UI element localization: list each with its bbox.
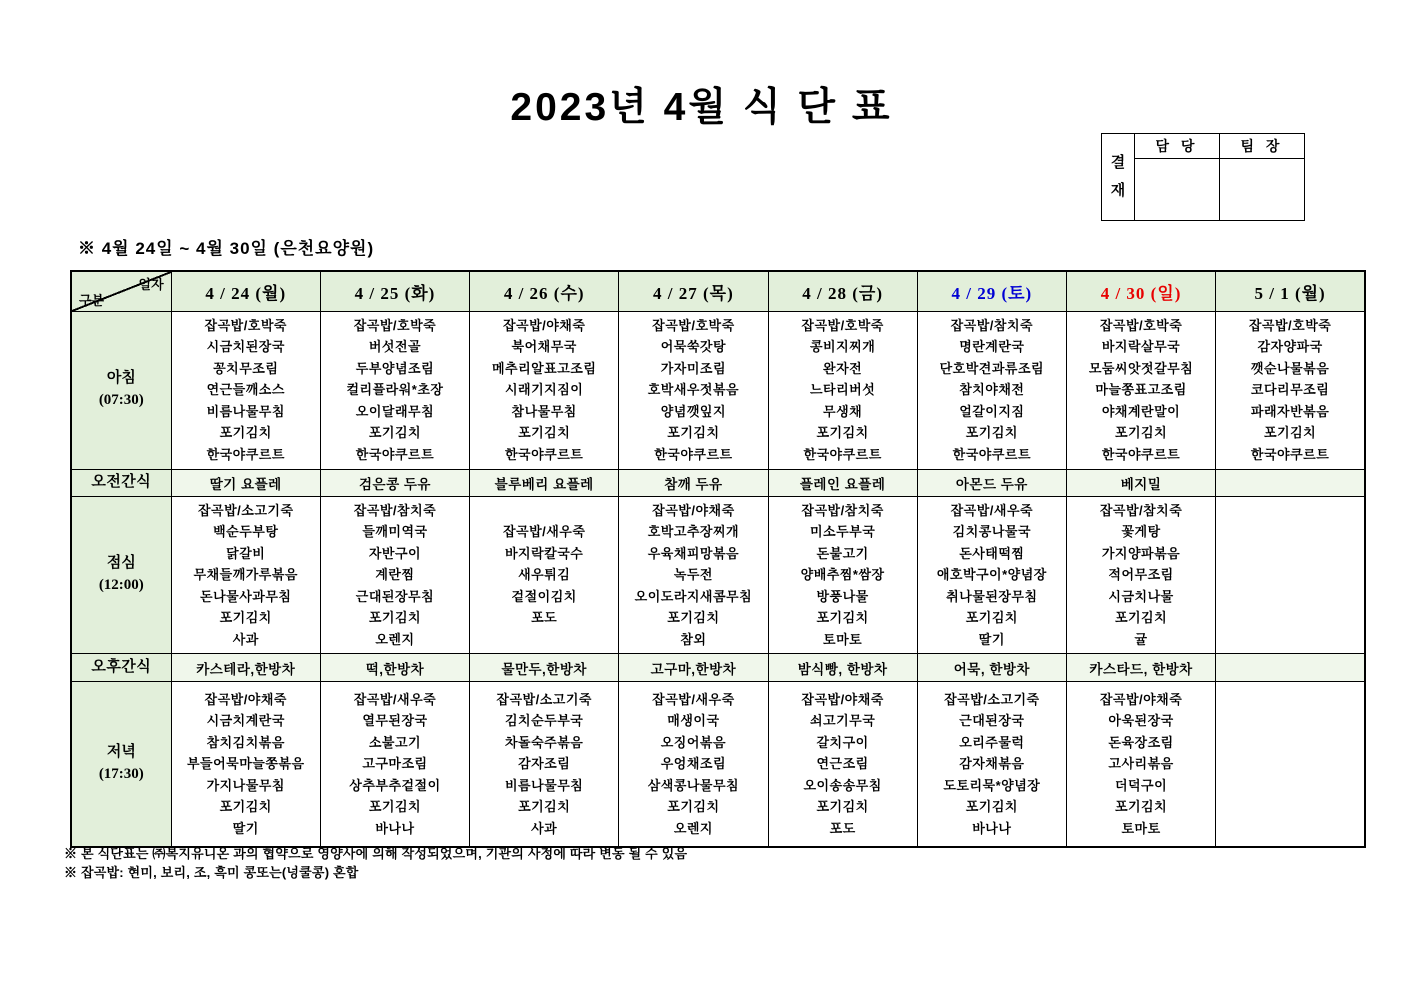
- meal-cell: [320, 496, 469, 654]
- menu-item: 포기김치: [219, 425, 272, 441]
- menu-item: 시금치나물: [1108, 588, 1174, 604]
- menu-item: 한국야쿠르트: [1250, 446, 1330, 462]
- menu-item: 완자전: [823, 360, 863, 376]
- menu-item: 참치김치볶음: [206, 734, 285, 750]
- menu-item: 모둠씨앗젓갈무침: [1088, 360, 1194, 376]
- menu-item: 근대된장국: [959, 713, 1025, 728]
- meal-cell: [619, 496, 768, 654]
- menu-item: 시금치된장국: [206, 339, 285, 355]
- menu-item: 포기김치: [667, 799, 720, 814]
- menu-item: 포기김치: [219, 610, 272, 625]
- menu-item: 사과: [531, 820, 558, 836]
- menu-item: 포도: [829, 820, 856, 836]
- menu-row-저녁: [71, 682, 1365, 847]
- meal-cell: [1066, 496, 1215, 654]
- meal-cell: [917, 496, 1066, 654]
- meal-cell: [1216, 496, 1365, 654]
- meal-cell: [171, 496, 320, 654]
- menu-item: 잡곡밥/호박죽: [1248, 317, 1332, 333]
- menu-item: 차돌숙주볶음: [505, 734, 584, 750]
- menu-item: 코다리무조림: [1250, 382, 1330, 398]
- snack-cell: [1216, 654, 1365, 682]
- menu-item: 방풍나물: [816, 588, 869, 604]
- menu-item: 토마토: [823, 631, 863, 647]
- menu-item: 고구마조림: [362, 756, 428, 771]
- menu-item: 포도: [531, 610, 558, 625]
- date-header-3: 4 / 27 (목): [619, 271, 768, 311]
- menu-item: 포기김치: [1114, 799, 1168, 814]
- menu-item: 소불고기: [368, 734, 422, 750]
- menu-item: 포기김치: [816, 610, 869, 625]
- menu-item: 돈육장조림: [1108, 734, 1174, 750]
- meal-cell: [470, 682, 619, 847]
- menu-item: 잡곡밥/야채죽: [652, 502, 735, 518]
- menu-item: 사과: [232, 631, 259, 647]
- menu-item: 감자채볶음: [959, 756, 1025, 771]
- menu-item: 북어채무국: [511, 339, 577, 355]
- menu-item: 한국야쿠르트: [355, 446, 435, 462]
- menu-item: 바지락칼국수: [505, 545, 584, 561]
- menu-row-아침: [71, 311, 1365, 469]
- menu-item: 두부양념조림: [355, 360, 435, 376]
- menu-item: 귤: [1134, 631, 1148, 647]
- menu-item: 양배추찜*쌈장: [800, 567, 885, 582]
- menu-item: 파래자반볶음: [1250, 403, 1330, 419]
- menu-item: 백순두부탕: [213, 524, 279, 539]
- snack-cell: 카스타드, 한방차: [1066, 654, 1215, 682]
- menu-item: 부들어묵마늘쫑볶음: [186, 756, 305, 771]
- meal-cell: [171, 682, 320, 847]
- date-header-0: 4 / 24 (월): [171, 271, 320, 311]
- menu-item: 시금치계란국: [206, 713, 285, 728]
- menu-row-오전간식: [71, 469, 1365, 496]
- approval-col-damdang: 담 당: [1135, 134, 1220, 159]
- menu-item: 돈사태떡찜: [959, 545, 1025, 561]
- approval-col-timjang: 팀 장: [1220, 134, 1305, 159]
- row-label: 점심 (12:00): [71, 496, 171, 654]
- menu-item: 오징어볶음: [660, 734, 727, 750]
- menu-item: 메추리알표고조림: [491, 360, 597, 376]
- menu-item: 참치야채전: [959, 382, 1025, 398]
- menu-item: 바나나: [375, 820, 415, 836]
- snack-cell: [1216, 469, 1365, 496]
- menu-item: 가지나물무침: [206, 777, 285, 793]
- corner-cell: [71, 271, 171, 311]
- menu-item: 잡곡밥/참치죽: [353, 502, 437, 518]
- snack-cell: 물만두,한방차: [470, 654, 619, 682]
- snack-cell: 어묵, 한방차: [917, 654, 1066, 682]
- menu-item: 잡곡밥/호박죽: [204, 317, 287, 333]
- menu-item: 잡곡밥/소고기죽: [496, 691, 592, 707]
- menu-item: 딸기: [978, 631, 1005, 647]
- menu-item: 잡곡밥/호박죽: [1099, 317, 1183, 333]
- meal-cell: [619, 311, 768, 469]
- menu-item: 잡곡밥/새우죽: [950, 502, 1034, 518]
- menu-item: 호박새우젓볶음: [647, 382, 740, 398]
- menu-item: 잡곡밥/참치죽: [801, 502, 884, 518]
- menu-item: 바나나: [972, 820, 1012, 836]
- page-title: 2023년 4월 식 단 표: [510, 86, 893, 129]
- menu-item: 무생채: [823, 403, 863, 419]
- menu-item: 미소두부국: [809, 524, 876, 539]
- menu-item: 느타리버섯: [809, 382, 876, 398]
- menu-item: 한국야쿠르트: [1101, 446, 1181, 462]
- snack-cell: 밤식빵, 한방차: [768, 654, 917, 682]
- menu-item: 포기김치: [965, 799, 1018, 814]
- menu-item: 포기김치: [965, 610, 1018, 625]
- meal-cell: [320, 682, 469, 847]
- row-label: 오후간식: [71, 654, 171, 682]
- menu-item: 가지양파볶음: [1101, 545, 1181, 561]
- menu-item: 취나물된장무침: [946, 588, 1038, 604]
- menu-item: 버섯전골: [368, 339, 422, 355]
- meal-cell: [768, 496, 917, 654]
- menu-item: 포기김치: [1263, 425, 1317, 441]
- menu-item: 김치콩나물국: [952, 524, 1032, 539]
- footnotes: [64, 845, 687, 883]
- menu-item: 포기김치: [1114, 425, 1168, 441]
- meal-cell: [1216, 682, 1365, 847]
- row-label: 저녁 (17:30): [71, 682, 171, 847]
- menu-item: 매생이국: [667, 713, 720, 728]
- menu-item: 꽃게탕: [1121, 524, 1161, 539]
- menu-item: 잡곡밥/야채죽: [801, 691, 884, 707]
- menu-item: 아욱된장국: [1108, 713, 1174, 728]
- menu-item: 잡곡밥/소고기죽: [197, 502, 294, 518]
- menu-item: 꽁치무조림: [213, 360, 279, 376]
- row-label: 아침 (07:30): [71, 311, 171, 469]
- meal-cell: [1216, 311, 1365, 469]
- menu-item: 포기김치: [667, 610, 720, 625]
- menu-item: 잡곡밥/새우죽: [353, 691, 437, 707]
- menu-item: 오렌지: [673, 820, 713, 836]
- menu-item: 비름나물무침: [505, 777, 584, 793]
- menu-item: 돈나물사과무침: [200, 588, 292, 604]
- menu-item: 더덕구이: [1114, 777, 1168, 793]
- meal-cell: [470, 496, 619, 654]
- menu-item: 한국야쿠르트: [654, 446, 733, 462]
- corner-label-date: 일자: [138, 277, 164, 292]
- snack-cell: 고구마,한방차: [619, 654, 768, 682]
- date-header-5: 4 / 29 (토): [917, 271, 1066, 311]
- menu-item: 잡곡밥/야채죽: [1099, 691, 1183, 707]
- menu-item: 잡곡밥/소고기죽: [944, 691, 1040, 707]
- menu-item: 계란찜: [375, 567, 415, 582]
- snack-cell: 베지밀: [1066, 469, 1215, 496]
- snack-cell: 검은콩 두유: [320, 469, 469, 496]
- menu-item: 우엉채조림: [660, 756, 727, 771]
- menu-item: 포기김치: [518, 425, 571, 441]
- menu-item: 포기김치: [667, 425, 720, 441]
- menu-item: 가자미조림: [660, 360, 727, 376]
- menu-row-오후간식: [71, 654, 1365, 682]
- menu-item: 연근들깨소스: [206, 382, 285, 398]
- menu-item: 포기김치: [1114, 610, 1168, 625]
- menu-item: 감자양파국: [1257, 339, 1323, 355]
- menu-item: 잡곡밥/참치죽: [1099, 502, 1183, 518]
- snack-cell: 딸기 요플레: [171, 469, 320, 496]
- menu-item: 오리주물럭: [959, 734, 1025, 750]
- menu-item: 삼색콩나물무침: [647, 777, 740, 793]
- meal-cell: [917, 311, 1066, 469]
- snack-cell: 참깨 두유: [619, 469, 768, 496]
- menu-item: 돈불고기: [816, 545, 869, 561]
- period-subtitle: ※ 4월 24일 ~ 4월 30일 (은천요양원): [78, 239, 375, 258]
- menu-item: 녹두전: [673, 567, 713, 582]
- approval-signature-cell: [1135, 159, 1220, 221]
- menu-item: 닭갈비: [226, 545, 266, 561]
- snack-cell: 플레인 요플레: [768, 469, 917, 496]
- menu-table: [70, 270, 1366, 848]
- menu-item: 바지락살무국: [1101, 339, 1181, 355]
- menu-item: 연근조림: [816, 756, 869, 771]
- menu-item: 자반구이: [368, 545, 422, 561]
- menu-item: 잡곡밥/참치죽: [950, 317, 1034, 333]
- menu-item: 들깨미역국: [362, 524, 428, 539]
- menu-item: 야채계란말이: [1101, 403, 1181, 419]
- menu-item: 잡곡밥/호박죽: [353, 317, 437, 333]
- meal-cell: [470, 311, 619, 469]
- date-header-row: [71, 271, 1365, 311]
- meal-cell: [768, 682, 917, 847]
- menu-item: 포기김치: [965, 425, 1018, 441]
- snack-cell: 떡,한방차: [320, 654, 469, 682]
- menu-item: 토마토: [1121, 820, 1161, 836]
- menu-item: 한국야쿠르트: [803, 446, 882, 462]
- menu-item: 한국야쿠르트: [952, 446, 1032, 462]
- menu-item: 고사리볶음: [1108, 756, 1174, 771]
- menu-item: 애호박구이*양념장: [936, 567, 1047, 582]
- menu-item: 잡곡밥/호박죽: [801, 317, 884, 333]
- menu-item: 어묵쑥갓탕: [660, 339, 727, 355]
- footnote-line: ※ 잡곡밥: 현미, 보리, 조, 흑미 콩또는(넝쿨콩) 혼합: [64, 864, 359, 880]
- menu-item: 갈치구이: [816, 734, 869, 750]
- menu-item: 얼갈이지짐: [959, 403, 1025, 419]
- snack-cell: 카스테라,한방차: [171, 654, 320, 682]
- menu-item: 비름나물무침: [206, 403, 285, 419]
- meal-cell: [768, 311, 917, 469]
- date-header-6: 4 / 30 (일): [1066, 271, 1215, 311]
- menu-item: 포기김치: [368, 799, 422, 814]
- menu-item: 깻순나물볶음: [1250, 360, 1330, 376]
- menu-item: 포기김치: [368, 425, 422, 441]
- menu-item: 포기김치: [368, 610, 422, 625]
- meal-cell: [320, 311, 469, 469]
- meal-cell: [1066, 311, 1215, 469]
- menu-item: 우육채피망볶음: [647, 545, 740, 561]
- date-header-4: 4 / 28 (금): [768, 271, 917, 311]
- menu-item: 시래기지짐이: [505, 382, 584, 398]
- menu-item: 잡곡밥/야채죽: [204, 691, 287, 707]
- menu-item: 도토리묵*양념장: [943, 777, 1041, 793]
- menu-item: 근대된장무침: [355, 588, 435, 604]
- meal-cell: [171, 311, 320, 469]
- menu-item: 김치순두부국: [505, 713, 584, 728]
- menu-item: 적어무조림: [1108, 567, 1174, 582]
- menu-item: 명란계란국: [959, 339, 1025, 355]
- meal-cell: [917, 682, 1066, 847]
- approval-box: [1101, 133, 1305, 221]
- menu-item: 오이달래무침: [355, 403, 435, 419]
- date-header-2: 4 / 26 (수): [470, 271, 619, 311]
- menu-item: 컬리플라워*초장: [346, 382, 444, 398]
- menu-item: 새우튀김: [518, 567, 571, 582]
- menu-item: 포기김치: [816, 425, 869, 441]
- date-header-1: 4 / 25 (화): [320, 271, 469, 311]
- menu-item: 호박고추장찌개: [647, 524, 740, 539]
- approval-label: 결재: [1102, 134, 1135, 221]
- menu-item: 참외: [680, 631, 707, 647]
- footnote-line: ※ 본 식단표는 ㈜복지유니온 과의 협약으로 영양사에 의해 작성되었으며, 기관의 사정에 따라 변동 될 수 있음: [64, 846, 688, 861]
- menu-item: 포기김치: [816, 799, 869, 814]
- menu-item: 오이도라지새콤무침: [634, 588, 753, 604]
- menu-row-점심: [71, 496, 1365, 654]
- menu-item: 딸기: [232, 820, 259, 836]
- menu-item: 한국야쿠르트: [206, 446, 285, 462]
- menu-item: 무채들깨가루볶음: [193, 567, 298, 582]
- menu-item: 참나물무침: [511, 403, 577, 419]
- menu-item: 오렌지: [375, 631, 415, 647]
- menu-item: 포기김치: [518, 799, 571, 814]
- date-header-7: 5 / 1 (월): [1216, 271, 1365, 311]
- menu-item: 열무된장국: [362, 713, 428, 728]
- row-label: 오전간식: [71, 469, 171, 496]
- menu-item: 겉절이김치: [511, 588, 577, 604]
- menu-item: 잡곡밥/새우죽: [652, 691, 735, 707]
- meal-cell: [1066, 682, 1215, 847]
- menu-item: 잡곡밥/야채죽: [502, 317, 586, 333]
- menu-item: 감자조림: [518, 756, 571, 771]
- menu-item: 양념깻잎지: [660, 403, 727, 419]
- menu-item: 잡곡밥/새우죽: [502, 524, 586, 539]
- snack-cell: 블루베리 요플레: [470, 469, 619, 496]
- approval-signature-cell: [1220, 159, 1305, 221]
- menu-item: 쇠고기무국: [809, 713, 876, 728]
- menu-item: 콩비지찌개: [809, 339, 876, 355]
- corner-label-category: 구분: [79, 292, 105, 308]
- meal-cell: [619, 682, 768, 847]
- menu-item: 단호박견과류조림: [939, 360, 1045, 376]
- menu-item: 상추부추겉절이: [349, 777, 441, 793]
- snack-cell: 아몬드 두유: [917, 469, 1066, 496]
- menu-item: 잡곡밥/호박죽: [652, 317, 735, 333]
- menu-item: 포기김치: [219, 799, 272, 814]
- menu-item: 마늘쫑표고조림: [1095, 382, 1187, 398]
- menu-item: 오이송송무침: [803, 777, 882, 793]
- menu-item: 한국야쿠르트: [505, 446, 584, 462]
